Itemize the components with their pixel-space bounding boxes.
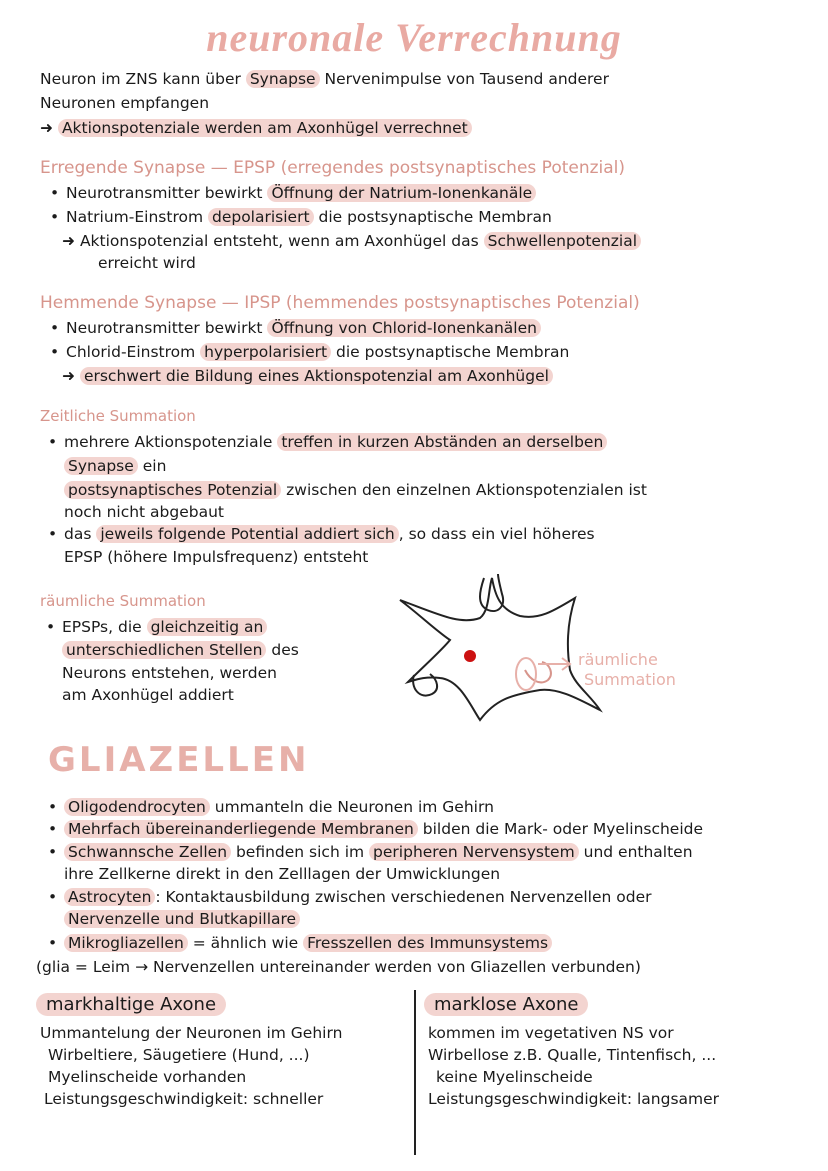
epsp-text: Natrium-Einstrom	[66, 208, 208, 226]
cell-nucleus-dot	[464, 650, 476, 662]
glia-highlight: Astrocyten	[64, 888, 155, 906]
diagram-label-2: Summation	[584, 670, 676, 689]
ipsp-bullet-2	[66, 341, 569, 363]
raeumlich-highlight: gleichzeitig an	[147, 618, 268, 636]
intro-text: Nervenimpulse von Tausend anderer	[319, 70, 609, 88]
arrow-icon: ➜	[40, 119, 53, 137]
zeitlich-text: das	[64, 525, 97, 543]
zeitlich-text: ein	[137, 457, 167, 475]
marklos-list	[428, 1022, 719, 1110]
zeitlich-highlight: postsynaptisches Potenzial	[64, 481, 281, 499]
zeitlich-line-2	[64, 455, 166, 477]
list-item: Wirbeltiere, Säugetiere (Hund, ...)	[48, 1046, 310, 1064]
list-item: Leistungsgeschwindigkeit: schneller	[44, 1090, 324, 1108]
zeitlich-line-4: noch nicht abgebaut	[64, 503, 225, 521]
glia-bullet-4	[64, 886, 651, 908]
epsp-heading: Erregende Synapse — EPSP (erregendes postsynaptisches Potenzial)	[40, 158, 626, 178]
glia-line-3b: ihre Zellkerne direkt in den Zelllagen der Umwicklungen	[64, 865, 501, 883]
zeitlich-heading: Zeitliche Summation	[40, 407, 196, 425]
marklos-tag: marklose Axone	[424, 993, 588, 1016]
intro-line-2: Neuronen empfangen	[40, 94, 210, 112]
ipsp-highlight: hyperpolarisiert	[200, 343, 331, 361]
list-item: Myelinscheide vorhanden	[48, 1068, 247, 1086]
list-item: Wirbellose z.B. Qualle, Tintenfisch, ...	[428, 1046, 717, 1064]
marklos-heading	[424, 994, 588, 1015]
glia-text: und enthalten	[578, 843, 693, 861]
raeumlich-line-4: am Axonhügel addiert	[62, 686, 234, 704]
diagram-label-1: räumliche	[578, 650, 658, 669]
glia-heading: GLIAZELLEN	[48, 740, 310, 780]
intro-arrow-line	[40, 117, 472, 139]
zeitlich-highlight: jeweils folgende Potential addiert sich	[96, 525, 398, 543]
glia-note: (glia = Leim → Nervenzellen untereinander werden von Gliazellen verbunden)	[36, 958, 641, 976]
glia-bullet-5	[64, 932, 552, 954]
glia-highlight: Nervenzelle und Blutkapillare	[64, 910, 300, 928]
raeumlich-bullet-1	[62, 616, 267, 638]
ipsp-highlight: Öffnung von Chlorid-Ionenkanälen	[267, 319, 541, 337]
glia-line-4b	[64, 908, 300, 930]
ipsp-text: Neurotransmitter bewirkt	[66, 319, 268, 337]
glia-text: befinden sich im	[231, 843, 370, 861]
glia-highlight: Schwannsche Zellen	[64, 843, 231, 861]
epsp-arrow-cont: erreicht wird	[98, 254, 196, 272]
glia-highlight: Oligodendrocyten	[64, 798, 210, 816]
glia-highlight: Mehrfach übereinanderliegende Membranen	[64, 820, 418, 838]
intro-highlight: Synapse	[246, 70, 320, 88]
raeumlich-highlight: unterschiedlichen Stellen	[62, 641, 266, 659]
epsp-bullet-1	[66, 182, 536, 204]
ipsp-text: die postsynaptische Membran	[331, 343, 570, 361]
epsp-text: Aktionspotenzial entsteht, wenn am Axonhügel das	[79, 232, 484, 250]
epsp-highlight: Schwellenpotenzial	[484, 232, 641, 250]
glia-text: : Kontaktausbildung zwischen verschiedenen Nervenzellen oder	[155, 888, 652, 906]
zeitlich-line-6: EPSP (höhere Impulsfrequenz) entsteht	[64, 548, 369, 566]
epsp-text: die postsynaptische Membran	[313, 208, 552, 226]
column-divider	[414, 990, 416, 1155]
epsp-text: Neurotransmitter bewirkt	[66, 184, 268, 202]
zeitlich-bullet-1	[64, 431, 607, 453]
ipsp-heading: Hemmende Synapse — IPSP (hemmendes postsynaptisches Potenzial)	[40, 293, 640, 313]
glia-highlight: Mikrogliazellen	[64, 934, 188, 952]
intro-text: Neuron im ZNS kann über	[40, 70, 246, 88]
raeumlich-line-3: Neurons entstehen, werden	[62, 664, 277, 682]
glia-bullet-3	[64, 841, 693, 863]
raeumlich-text: EPSPs, die	[62, 618, 147, 636]
glia-highlight: peripheren Nervensystem	[369, 843, 579, 861]
summation-marker	[516, 658, 536, 690]
zeitlich-text: , so dass ein viel höheres	[398, 525, 595, 543]
ipsp-highlight: erschwert die Bildung eines Aktionspotenzial am Axonhügel	[80, 367, 553, 385]
list-item: kommen im vegetativen NS vor	[428, 1024, 674, 1042]
zeitlich-line-3	[64, 479, 647, 501]
raeumlich-line-2	[62, 639, 299, 661]
zeitlich-highlight: Synapse	[64, 457, 138, 475]
synapse-knob-right	[525, 662, 551, 682]
arrow-icon: ➜	[62, 232, 75, 250]
epsp-highlight: depolarisiert	[208, 208, 314, 226]
arrow-icon	[538, 658, 570, 670]
zeitlich-text: mehrere Aktionspotenziale	[64, 433, 278, 451]
glia-bullet-2	[64, 818, 703, 840]
ipsp-text: Chlorid-Einstrom	[66, 343, 201, 361]
glia-text: bilden die Mark- oder Myelinscheide	[417, 820, 704, 838]
list-item: Leistungsgeschwindigkeit: langsamer	[428, 1090, 720, 1108]
markhaltig-heading	[36, 994, 226, 1015]
ipsp-arrow-line	[62, 365, 553, 387]
list-item: keine Myelinscheide	[436, 1068, 593, 1086]
markhaltig-tag: markhaltige Axone	[36, 993, 226, 1016]
intro-arrow-text: Aktionspotenziale werden am Axonhügel verrechnet	[58, 119, 472, 137]
diagram-label	[578, 650, 676, 690]
neuron-body-outline	[400, 578, 600, 720]
zeitlich-text: zwischen den einzelnen Aktionspotenzialen ist	[281, 481, 647, 499]
raeumlich-text: des	[266, 641, 299, 659]
raeumlich-heading: räumliche Summation	[40, 592, 206, 610]
list-item: Ummantelung der Neuronen im Gehirn	[40, 1024, 343, 1042]
zeitlich-bullet-2	[64, 523, 595, 545]
zeitlich-highlight: treffen in kurzen Abständen an derselben	[277, 433, 607, 451]
page-title: neuronale Verrechnung	[206, 15, 622, 60]
markhaltig-list	[40, 1022, 342, 1110]
intro-line-1	[40, 68, 609, 90]
epsp-highlight: Öffnung der Natrium-Ionenkanäle	[267, 184, 536, 202]
epsp-bullet-2	[66, 206, 552, 228]
epsp-arrow-line	[62, 230, 641, 252]
ipsp-bullet-1	[66, 317, 541, 339]
glia-bullet-1	[64, 796, 494, 818]
glia-text: ummanteln die Neuronen im Gehirn	[209, 798, 494, 816]
arrow-icon: ➜	[62, 367, 75, 385]
glia-text: = ähnlich wie	[187, 934, 304, 952]
glia-highlight: Fresszellen des Immunsystems	[303, 934, 552, 952]
